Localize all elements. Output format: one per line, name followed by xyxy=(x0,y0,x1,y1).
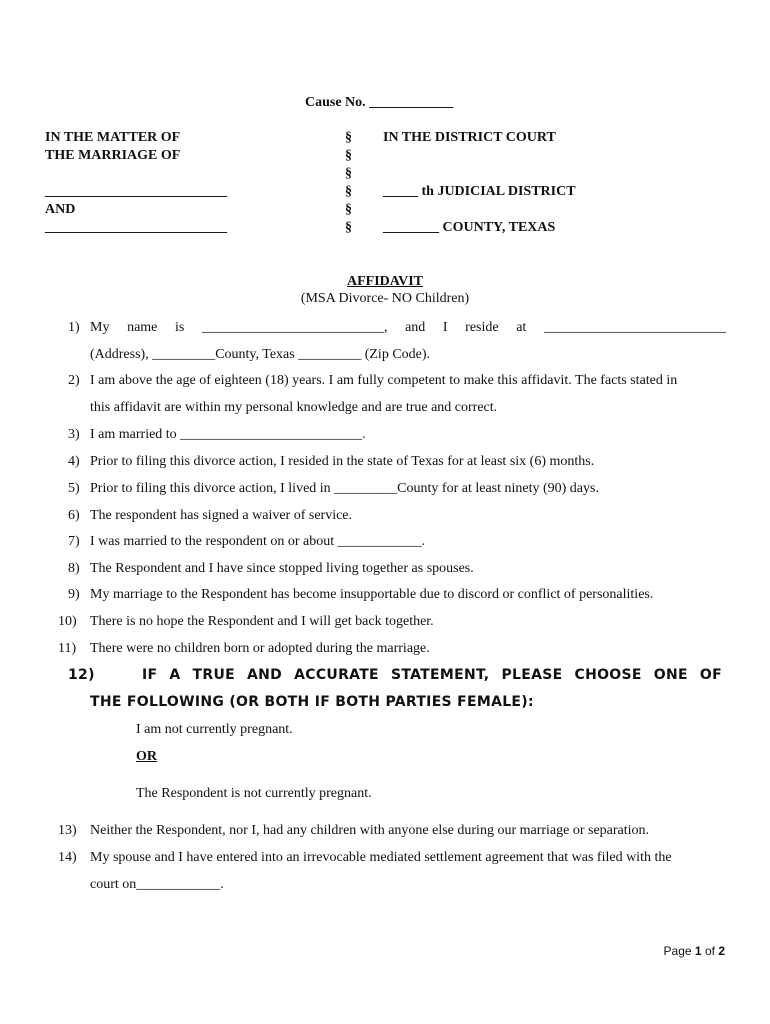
word: at xyxy=(516,320,527,335)
section-symbol: § xyxy=(345,148,352,163)
section-symbol: § xyxy=(345,220,352,235)
county-label: COUNTY, TEXAS xyxy=(442,220,556,235)
item-text: I was married to the respondent on or about ____________. xyxy=(90,534,426,549)
word: My xyxy=(90,320,110,335)
word: OF xyxy=(699,667,722,683)
address-blank: __________________________ xyxy=(543,320,726,335)
word: is xyxy=(175,320,185,335)
item-number: 2) xyxy=(68,373,80,388)
district-label: th JUDICIAL DISTRICT xyxy=(421,184,576,199)
item-text: I am married to __________________________. xyxy=(90,427,366,442)
word: I xyxy=(442,320,448,335)
option-not-pregnant: I am not currently pregnant. xyxy=(136,722,293,737)
item-number: 10) xyxy=(58,614,77,629)
word: STATEMENT, xyxy=(390,667,490,683)
item-number: 12) xyxy=(68,667,95,683)
cause-number xyxy=(305,95,453,111)
section-symbol: § xyxy=(345,184,352,199)
district-number-blank: _____ xyxy=(383,184,418,199)
item-line: this affidavit are within my personal knowledge and are true and correct. xyxy=(90,400,498,415)
document-title: AFFIDAVIT xyxy=(347,274,423,289)
section-symbol: § xyxy=(345,130,352,145)
page-number xyxy=(664,944,725,958)
page-label: Page xyxy=(663,944,692,958)
item-number: 8) xyxy=(68,561,80,576)
item-text: Prior to filing this divorce action, I lived in _________County for at least ninety (90) days. xyxy=(90,481,599,496)
item-number: 9) xyxy=(68,587,80,602)
document-subtitle: (MSA Divorce- NO Children) xyxy=(300,291,470,306)
section-symbol: § xyxy=(345,166,352,181)
word: reside xyxy=(465,320,499,335)
item-text: My marriage to the Respondent has become insupportable due to discord or conflict of personalities. xyxy=(90,587,654,602)
item-number: 1) xyxy=(68,320,80,335)
item-12-heading-line1 xyxy=(142,667,722,683)
county-blank: ________ xyxy=(383,220,439,235)
item-12-heading-line2: THE FOLLOWING (OR BOTH IF BOTH PARTIES FEMALE): xyxy=(90,694,534,710)
item-text: There were no children born or adopted during the marriage. xyxy=(90,641,430,656)
word: ACCURATE xyxy=(294,667,379,683)
item-text: The Respondent and I have since stopped living together as spouses. xyxy=(90,561,474,576)
caption-left-and: AND xyxy=(45,202,76,217)
option-respondent-not-pregnant: The Respondent is not currently pregnant. xyxy=(136,786,372,801)
item-line: court on____________. xyxy=(90,877,224,892)
item-text: The respondent has signed a waiver of service. xyxy=(90,508,353,523)
word: CHOOSE xyxy=(574,667,642,683)
caption-county xyxy=(383,220,555,236)
item-number: 6) xyxy=(68,508,80,523)
cause-blank: ____________ xyxy=(369,95,454,110)
item-line: My spouse and I have entered into an irrevocable mediated settlement agreement that was filed with the xyxy=(90,850,672,865)
list-item xyxy=(58,850,726,892)
item-number: 7) xyxy=(68,534,80,549)
caption-left-line1: IN THE MATTER OF xyxy=(45,130,181,145)
item-number: 5) xyxy=(68,481,80,496)
word: name xyxy=(127,320,158,335)
item-text: There is no hope the Respondent and I will get back together. xyxy=(90,614,434,629)
page-total: 2 xyxy=(718,944,725,958)
item-line: I am above the age of eighteen (18) years. I am fully competent to make this affidavit. The facts stated in xyxy=(90,373,678,388)
cause-label: Cause No. xyxy=(305,95,366,110)
list-item xyxy=(68,373,726,413)
word: A xyxy=(169,667,181,683)
item-line xyxy=(90,320,726,336)
item-number: 4) xyxy=(68,454,80,469)
word: PLEASE xyxy=(501,667,563,683)
item-number: 3) xyxy=(68,427,80,442)
option-or-separator: OR xyxy=(136,749,157,764)
list-item xyxy=(68,320,726,360)
item-text: Neither the Respondent, nor I, had any children with anyone else during our marriage or separation. xyxy=(90,823,650,838)
section-symbol: § xyxy=(345,202,352,217)
caption-left-blank1: __________________________ xyxy=(45,184,227,199)
caption-district-court: IN THE DISTRICT COURT xyxy=(383,130,556,145)
item-line: (Address), _________County, Texas _________ (Zip Code). xyxy=(90,347,431,362)
word: IF xyxy=(142,667,158,683)
caption-left-blank2: __________________________ xyxy=(45,220,227,235)
page-of: of xyxy=(704,944,715,958)
name-blank: __________________________, xyxy=(201,320,388,335)
word: AND xyxy=(247,667,283,683)
caption-left-line2: THE MARRIAGE OF xyxy=(45,148,181,163)
word: and xyxy=(405,320,426,335)
caption-judicial-district xyxy=(383,184,576,200)
item-text: Prior to filing this divorce action, I resided in the state of Texas for at least six (6) months. xyxy=(90,454,595,469)
item-number: 11) xyxy=(58,641,77,656)
item-number: 14) xyxy=(58,850,77,865)
page-current: 1 xyxy=(694,944,702,958)
word: TRUE xyxy=(192,667,236,683)
item-number: 13) xyxy=(58,823,77,838)
word: ONE xyxy=(653,667,688,683)
